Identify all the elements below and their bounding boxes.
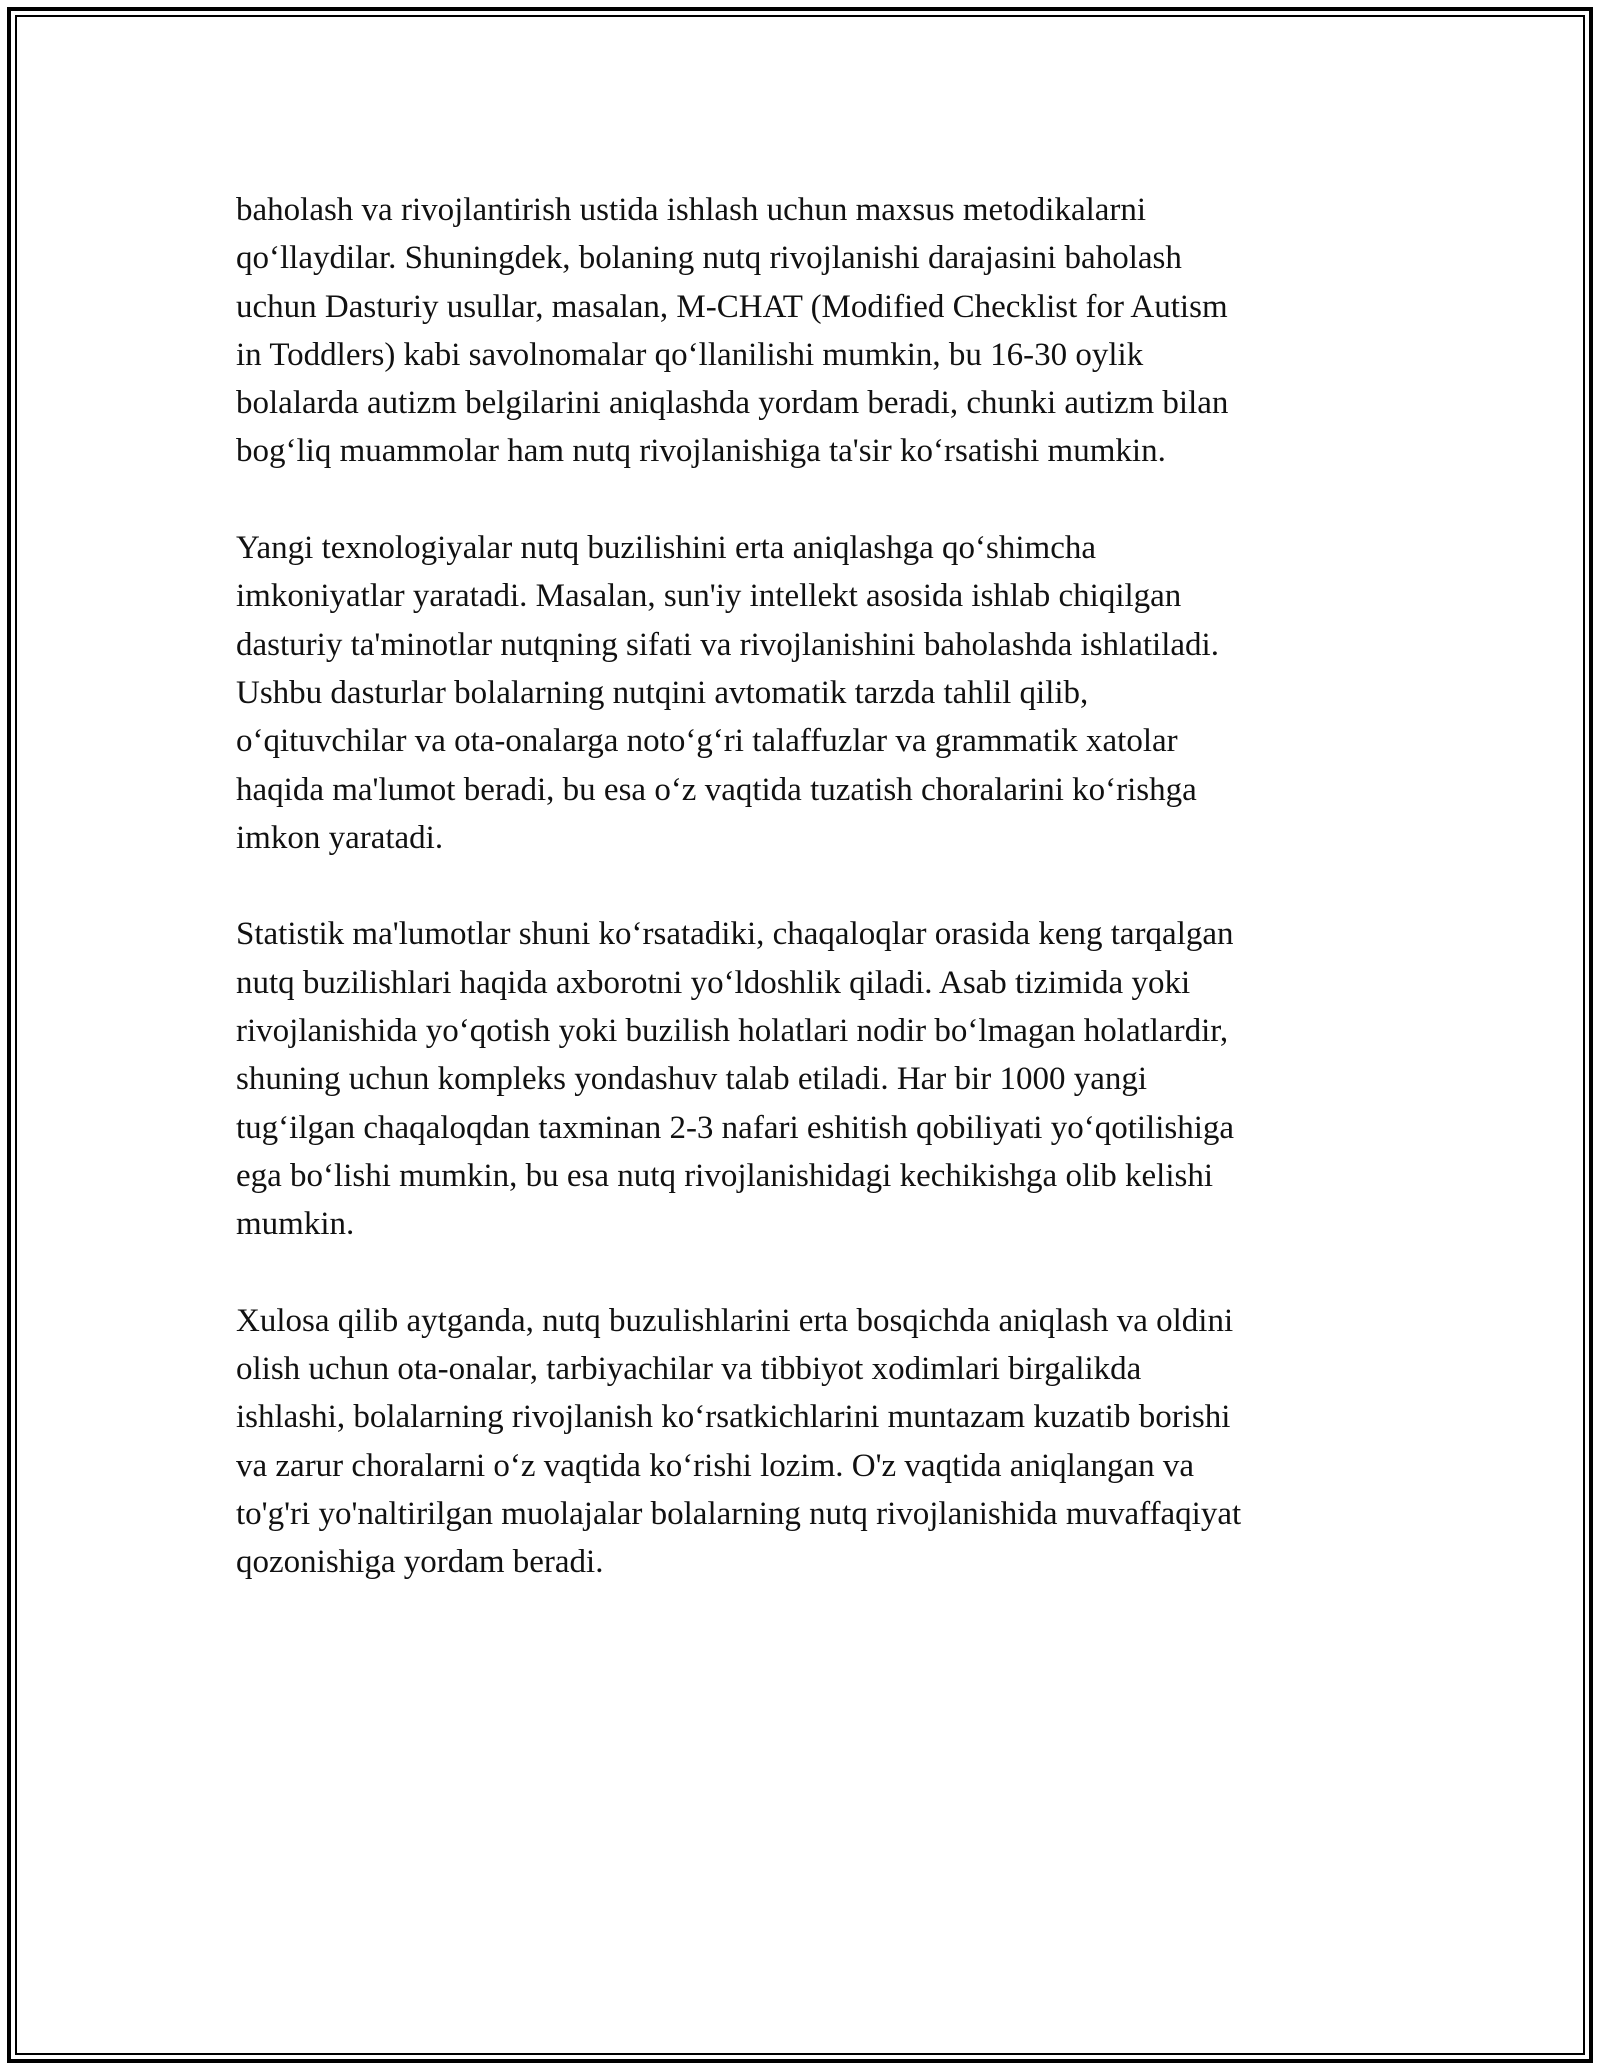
document-body — [236, 186, 1376, 1635]
paragraph-2: Yangi texnologiyalar nutq buzilishini erta aniqlashga qo‘shimcha imkoniyatlar yaratadi. Masalan, sun'iy intellekt asosida ishlab chiqilgan dasturiy ta'minotlar nutqning sifati va rivojlanishini baholashda ishlatiladi. Ushbu dasturlar bolalarning nutqini avtomatik tarzda tahlil qilib, o‘qituvchilar va ota-onalarga noto‘g‘ri talaffuzlar va grammatik xatolar haqida ma'lumot beradi, bu esa o‘z vaqtida tuzatish choralarini ko‘rishga imkon yaratadi. — [236, 530, 1219, 856]
paragraph-4: Xulosa qilib aytganda, nutq buzulishlarini erta bosqichda aniqlash va oldini olish uchun ota-onalar, tarbiyachilar va tibbiyot xodimlari birgalikda ishlashi, bolalarning rivojlanish ko‘rsatkichlarini muntazam kuzatib borishi va zarur choralarni o‘z vaqtida ko‘rishi lozim. O'z vaqtida aniqlangan va to'g'ri yo'naltirilgan muolajalar bolalarning nutq rivojlanishida muvaffaqiyat qozonishiga yordam beradi. — [236, 1302, 1242, 1581]
paragraph-1: baholash va rivojlantirish ustida ishlash uchun maxsus metodikalarni qo‘llaydilar. Shuningdek, bolaning nutq rivojlanishi darajasini baholash uchun Dasturiy usullar, masalan, M-CHAT (Modified Checklist for Autism in Toddlers) kabi savolnomalar qo‘llanilishi mumkin, bu 16-30 oylik bolalarda autizm belgilarini aniqlashda yordam beradi, chunki autizm bilan bog‘liq muammolar ham nutq rivojlanishiga ta'sir ko‘rsatishi mumkin. — [236, 192, 1229, 470]
paragraph-3: Statistik ma'lumotlar shuni ko‘rsatadiki, chaqaloqlar orasida keng tarqalgan nutq buzilishlari haqida axborotni yo‘ldoshlik qiladi. Asab tizimida yoki rivojlanishida yo‘qotish yoki buzilish holatlari nodir bo‘lmagan holatlardir, shuning uchun kompleks yondashuv talab etiladi. Har bir 1000 yangi tug‘ilgan chaqaloqdan taxminan 2-3 nafari eshitish qobiliyati yo‘qotilishiga ega bo‘lishi mumkin, bu esa nutq rivojlanishidagi kechikishga olib kelishi mumkin. — [236, 916, 1235, 1243]
